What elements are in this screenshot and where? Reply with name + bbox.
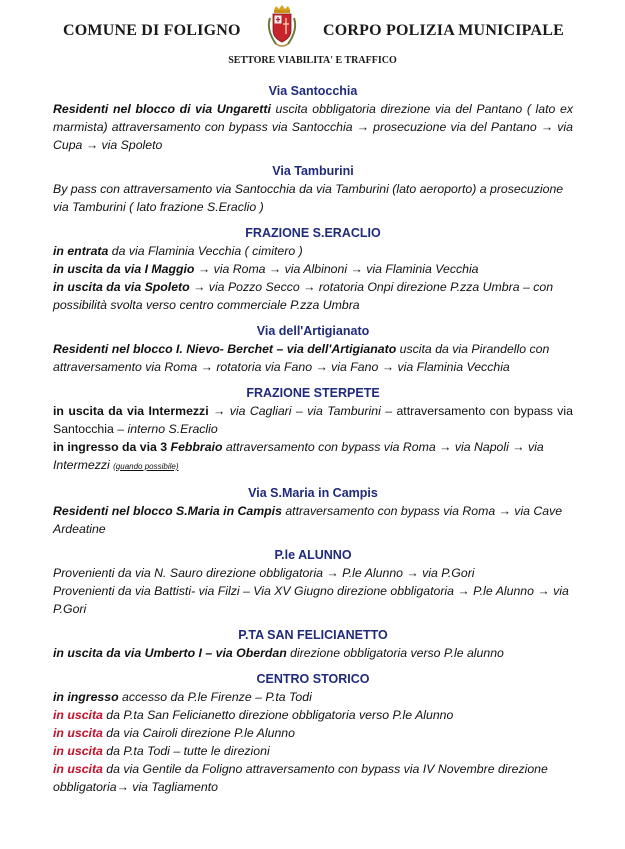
line-emphasis: in ingresso <box>53 690 119 704</box>
line-text: da P.ta San Felicianetto direzione obbligatoria verso P.le Alunno <box>102 708 454 722</box>
line-text: accesso da P.le Firenze – P.ta Todi <box>118 690 312 704</box>
line-emphasis: Residenti nel blocco di via Ungaretti <box>53 102 271 116</box>
line-emphasis: in uscita da via Spoleto <box>53 280 190 294</box>
instruction-line <box>53 742 573 760</box>
line-text: → via Roma → via Albinoni → via Flaminia Vecchia <box>194 262 479 276</box>
line-text: direzione obbligatoria verso P.le alunno <box>286 646 504 660</box>
line-text: → via Cagliari – via Tamburini – <box>208 404 397 418</box>
line-text: attraversamento con bypass via Roma → via Napoli → via Intermezzi <box>53 440 544 472</box>
section-via-artigianato <box>53 324 573 376</box>
police-corps-title: CORPO POLIZIA MUNICIPALE <box>323 22 564 39</box>
section-p-ta-san-felicianetto <box>53 628 573 662</box>
line-emphasis: in entrata <box>53 244 109 258</box>
line-text: da P.ta Todi – tutte le direzioni <box>102 744 270 758</box>
exit-label: in uscita <box>53 762 103 776</box>
instruction-line <box>53 402 573 438</box>
line-text: Provenienti da via Battisti- via Filzi – Via XV Giugno direzione obbligatoria → P.le Alunno → via P.Gori <box>53 584 569 616</box>
instruction-line <box>53 706 573 724</box>
section-via-s-maria-in-campis <box>53 486 573 538</box>
line-text: attraversamento con bypass via Roma → via Cave Ardeatine <box>53 504 563 536</box>
line-emphasis: in ingresso da via 3 <box>53 440 168 454</box>
section-title: FRAZIONE S.ERACLIO <box>245 226 381 240</box>
municipality-title: COMUNE DI FOLIGNO <box>63 22 241 39</box>
line-text: uscita da via Pirandello con attraversamento via Roma → rotatoria via Fano → via Fano → via Flaminia Vecchia <box>53 342 550 374</box>
section-title: P.TA SAN FELICIANETTO <box>238 628 388 642</box>
section-title: CENTRO STORICO <box>256 672 370 686</box>
line-text: da via Gentile da Foligno attraversamento con bypass via IV Novembre direzione obbligatoria→ via Tagliamento <box>53 762 548 794</box>
section-frazione-sterpete <box>53 386 573 476</box>
line-text: da via Cairoli direzione P.le Alunno <box>102 726 295 740</box>
instruction-line <box>53 438 573 476</box>
instruction-line <box>53 340 573 376</box>
line-text: Provenienti da via N. Sauro direzione obbligatoria → P.le Alunno → via P.Gori <box>53 566 475 580</box>
instruction-line <box>53 502 573 538</box>
section-title: Via Santocchia <box>268 84 358 98</box>
instruction-line <box>53 582 573 618</box>
line-note: (quando possibile) <box>113 462 179 471</box>
traffic-notice-body <box>53 84 573 806</box>
line-emphasis: Febbraio <box>167 440 223 454</box>
exit-label: in uscita <box>53 744 103 758</box>
department-subtitle: SETTORE VIABILITA' E TRAFFICO <box>228 55 397 66</box>
line-emphasis: in uscita da via Intermezzi <box>53 404 209 418</box>
line-text: By pass con attraversamento via Santocchia da via Tamburini (lato aeroporto) a prosecuzione via Tamburini ( lato frazione S.Eraclio ) <box>53 182 564 214</box>
document-header <box>0 0 625 72</box>
instruction-line <box>53 760 573 796</box>
instruction-line <box>53 260 573 278</box>
instruction-line <box>53 644 573 662</box>
section-via-tamburini <box>53 164 573 216</box>
instruction-line <box>53 242 573 260</box>
instruction-line <box>53 564 573 582</box>
section-title: P.le ALUNNO <box>274 548 352 562</box>
instruction-line <box>53 100 573 154</box>
line-text: – interno S.Eraclio <box>113 422 218 436</box>
instruction-line <box>53 278 573 314</box>
exit-label: in uscita <box>53 708 103 722</box>
section-frazione-s-eraclio <box>53 226 573 314</box>
line-text: → via Pozzo Secco → rotatoria Onpi direzione P.zza Umbra – con possibilità svolta verso centro commerciale P.zza Umbra <box>53 280 554 312</box>
instruction-line <box>53 180 573 216</box>
instruction-line <box>53 688 573 706</box>
section-p-le-alunno <box>53 548 573 618</box>
instruction-line <box>53 724 573 742</box>
section-title: FRAZIONE STERPETE <box>246 386 380 400</box>
section-centro-storico <box>53 672 573 796</box>
line-text: da via Flaminia Vecchia ( cimitero ) <box>108 244 303 258</box>
line-emphasis: Residenti nel blocco S.Maria in Campis <box>53 504 282 518</box>
line-emphasis: in uscita da via I Maggio <box>53 262 195 276</box>
municipal-crest-icon <box>262 4 302 52</box>
line-emphasis: in uscita da via Umberto I – via Oberdan <box>53 646 287 660</box>
line-emphasis: Residenti nel blocco I. Nievo- Berchet – via dell'Artigianato <box>53 342 397 356</box>
line-text-upright: attraversamento con bypass via Santocchia <box>53 404 573 436</box>
exit-label: in uscita <box>53 726 103 740</box>
section-title: Via Tamburini <box>272 164 354 178</box>
section-title: Via dell'Artigianato <box>256 324 370 338</box>
section-title: Via S.Maria in Campis <box>248 486 378 500</box>
line-text: uscita obbligatoria direzione via del Pantano ( lato ex marmista) attraversamento con bypass via Santocchia → prosecuzione via del Pantano → via Cupa → via Spoleto <box>53 102 573 152</box>
section-via-santocchia <box>53 84 573 154</box>
